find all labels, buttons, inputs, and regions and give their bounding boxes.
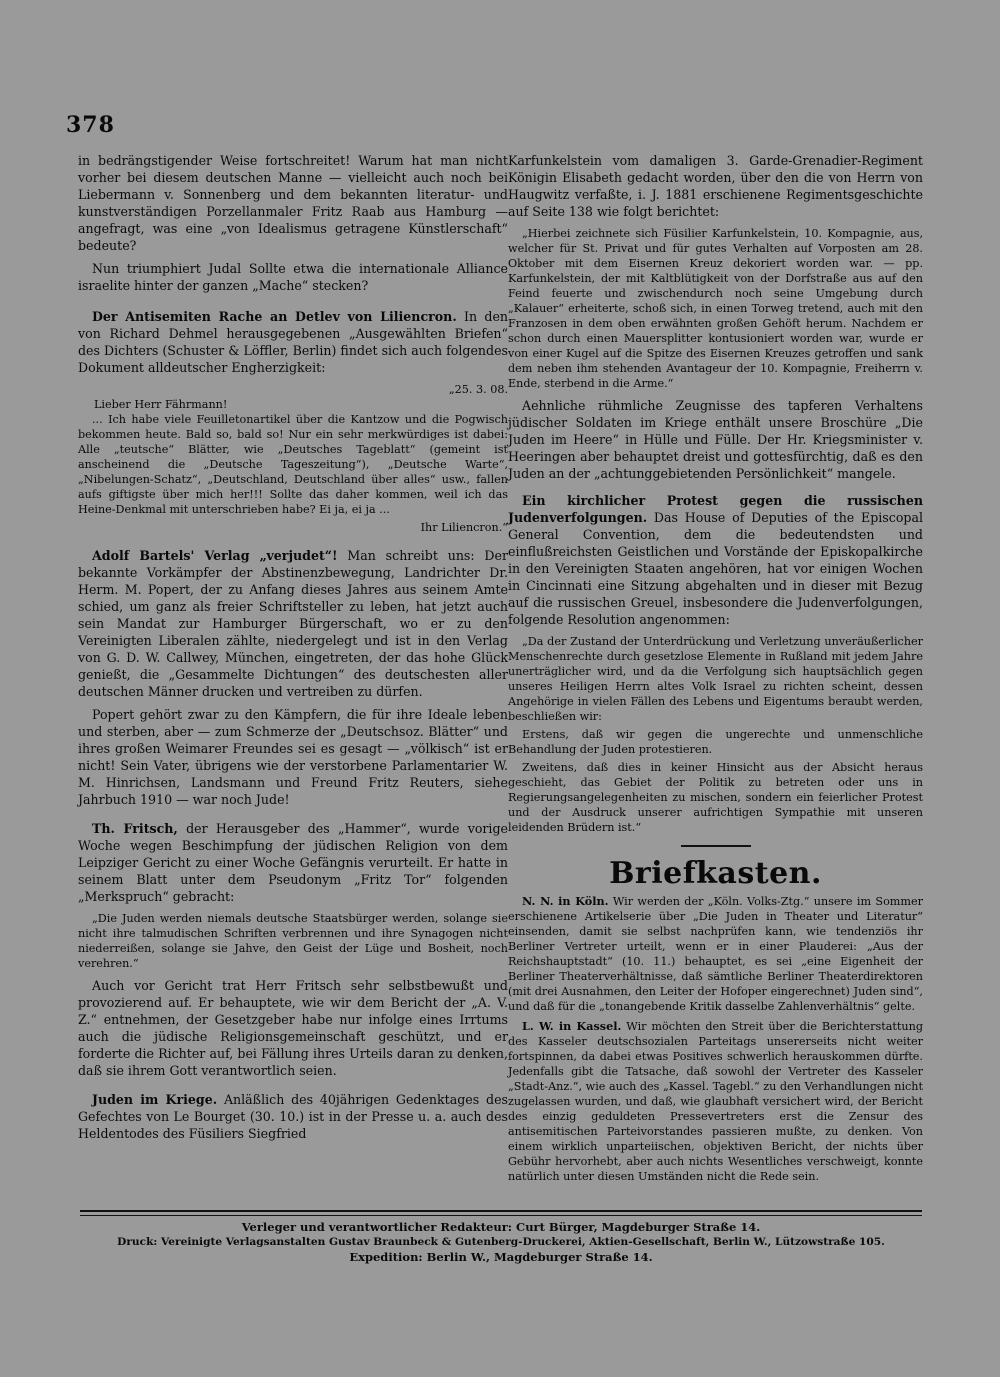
article-paragraph: Popert gehört zwar zu den Kämpfern, die für ihre Ideale leben und sterben, aber — zum Schmerze der „Deutschsoz. Blätter“ und ihres großen Weimarer Freundes sei es gesagt — „völkisch“ ist er nicht! Sein Vater, übrigens wie der verstorbene Parlamentarier W. M. Hinrichsen, Landsmann und Freund Fritz Reuters, siehe Jahrbuch 1910 — war noch Jude! <box>78 707 508 807</box>
left-column <box>78 152 508 1192</box>
article-text: In den von Richard Dehmel herausgegebenen „Ausgewählten Briefen“ des Dichters (Schuster & Löffler, Berlin) findet sich auch folgendes Dokument alldeutscher Engherzigkeit: <box>78 309 509 375</box>
quote-text: Erstens, daß wir gegen die ungerechte und unmenschliche Behandlung der Juden protestieren. <box>508 728 923 756</box>
imprint-publisher: Verleger und verantwortlicher Redakteur: Curt Bürger, Magdeburger Straße 14. <box>241 1220 761 1234</box>
letter-quote <box>78 382 508 535</box>
footer-rule <box>80 1210 922 1212</box>
resolution-quote <box>508 634 923 835</box>
imprint-expedition: Expedition: Berlin W., Magdeburger Straße 14. <box>349 1250 653 1264</box>
article-paragraph: Aehnliche rühmliche Zeugnisse des tapferen Verhaltens jüdischer Soldaten im Kriege enthält unsere Broschüre „Die Juden im Heere“ in Hülle und Fülle. Der Hr. Kriegsminister v. Heeringen aber behauptet dreist und gottesfürchtig, daß es den Juden an der „achtunggebietenden Persönlichkeit“ mangele. <box>508 398 923 481</box>
article-heading: Der Antisemiten Rache an Detlev von Liliencron. <box>92 309 457 324</box>
article-text: Anläßlich des 40jährigen Gedenktages des Gefechtes von Le Bourget (30. 10.) ist in der Presse u. a. auch des Heldentodes des Füsiliers Siegfried <box>78 1092 508 1141</box>
article-bartels <box>78 547 508 700</box>
imprint-printer: Druck: Vereinigte Verlagsanstalten Gustav Braunbeck & Gutenberg-Druckerei, Aktien-Gesellschaft, Berlin W., Lützowstraße 105. <box>117 1236 885 1248</box>
imprint-footer <box>80 1210 922 1265</box>
article-heading: Juden im Kriege. <box>92 1092 218 1107</box>
footer-rule <box>80 1215 922 1216</box>
article-continuation: Karfunkelstein vom damaligen 3. Garde-Grenadier-Regiment Königin Elisabeth gedacht worden, über den die von Herrn von Haugwitz verfaßte, i. J. 1881 erschienene Regimentsgeschichte auf Seite 138 wie folgt berichtet: <box>508 153 923 219</box>
briefkasten-entry <box>508 1019 923 1184</box>
article-heading: Adolf Bartels' Verlag „verjudet“! <box>92 548 338 563</box>
merkspruch-quote <box>78 911 508 971</box>
letter-signature: Ihr Liliencron.“ <box>420 521 508 534</box>
briefkasten-title: Briefkasten. <box>609 856 822 891</box>
quote-text: „Die Juden werden niemals deutsche Staatsbürger werden, solange sie nicht ihre talmudischen Schriften verbrennen und ihre Synagogen nicht niederreißen, solange sie Jahve, den Geist der Lüge und Bosheit, noch verehren.“ <box>78 912 508 970</box>
quote-text: Zweitens, daß dies in keiner Hinsicht aus der Absicht heraus geschieht, das Gebiet der Politik zu betreten oder uns in Regierungsangelegenheiten zu mischen, sondern ein feierlicher Protest und der Ausdruck unserer aufrichtigen Sympathie mit unseren leidenden Brüdern ist.“ <box>508 761 923 834</box>
entry-addressee: L. W. in Kassel. <box>522 1019 622 1033</box>
entry-addressee: N. N. in Köln. <box>522 894 609 908</box>
briefkasten-entries <box>508 894 923 1184</box>
article-text: Das House of Deputies of the Episcopal General Convention, dem die bedeutendsten und einflußreichsten Geistlichen und Vorstände der Episkopalkirche in den Vereinigten Staaten angehören, hat vor einigen Wochen in Cincinnati eine Sitzung abgehalten und in dieser mit Bezug auf die russischen Greuel, insbesondere die Judenverfolgungen, folgende Resolution angenommen: <box>508 510 923 627</box>
article-fritsch <box>78 820 508 905</box>
article-heading: Th. Fritsch, <box>92 821 178 836</box>
article-liliencron <box>78 308 508 376</box>
page-number: 378 <box>66 112 115 138</box>
article-heading: Ein kirchlicher Protest gegen die russischen Judenverfolgungen. <box>508 493 923 525</box>
letter-salutation: Lieber Herr Fährmann! <box>94 398 228 411</box>
right-column <box>508 152 923 1192</box>
article-continuation: in bedrängstigender Weise fortschreitet! Warum hat man nicht vorher bei diesem deutschen Manne — vielleicht auch noch bei Liebermann v. Sonnenberg und dem bekannten literatur- und kunstverständigen Porzellanmaler Fritz Raab aus Hamburg — angefragt, was eine „von Idealismus getragene Künstlerschaft“ bedeute? <box>78 153 508 253</box>
letter-date: „25. 3. 08. <box>448 383 508 396</box>
entry-text: Wir werden der „Köln. Volks-Ztg.“ unsere im Sommer erschienene Artikelserie über „Die Juden in Theater und Literatur“ einsenden, damit sie selbst nachprüfen kann, wie tendenziös ihr Berliner Vertreter urteilt, wenn er in einer Plauderei: „Aus der Reichshauptstadt“ (10. 11.) behauptet, es sei „eine Eigenheit der Berliner Theaterverhältnisse, daß sämtliche Berliner Theaterdirektoren (mit drei Ausnahmen, den Leiter der Hofoper eingerechnet) Juden sind“, und daß für die „tonangebende Kritik dasselbe Zahlenverhältnis“ gelte. <box>508 895 923 1013</box>
article-paragraph: Nun triumphiert Judal Sollte etwa die internationale Alliance israelite hinter der ganzen „Mache“ stecken? <box>78 261 508 293</box>
article-juden-im-kriege <box>78 1091 508 1142</box>
letter-body: ... Ich habe viele Feuilletonartikel über die Kantzow und die Pogwisch bekommen heute. Bald so, bald so! Nur ein sehr merkwürdiges ist dabei: Alle „teutsche“ Blätter, wie „Deutsches Tageblatt“ (gemeint ist anscheinend die „Deutsche Tageszeitung“), „Deutsche Warte“, „Nibelungen-Schatz“, „Deutschland, Deutschland über alles“ usw., fallen aufs giftigste über mich her!!! Sollte das daher kommen, weil ich das Heine-Denkmal mit unterschrieben habe? Ei ja, ei ja ... <box>78 413 508 516</box>
section-divider <box>681 845 751 847</box>
article-paragraph: Auch vor Gericht trat Herr Fritsch sehr selbstbewußt und provozierend auf. Er behauptete, wie wir dem Bericht der „A. V. Z.“ entnehmen, der Gesetzgeber habe nur infolge eines Irrtums auch die jüdische Religionsgemeinschaft geschützt, und er forderte die Richter auf, bei Fällung ihres Urteils daran zu denken, daß sie ihrem Gott verantwortlich seien. <box>78 978 508 1078</box>
article-text: Man schreibt uns: Der bekannte Vorkämpfer der Abstinenzbewegung, Landrichter Dr. Herm. M. Popert, der zu Anfang dieses Jahres aus seinem Amte schied, um ganz als freier Schriftsteller zu leben, hat jetzt auch sein Mandat zur Hamburger Bürgerschaft, wo er zu den Vereinigten Liberalen zählte, niedergelegt und ist in den Verlag von G. D. W. Callwey, München, eingetreten, der das hohe Glück genießt, die „Gesammelte Dichtungen“ des deutschesten aller deutschen Männer drucken und vertreiben zu dürfen. <box>78 548 508 699</box>
article-text: der Herausgeber des „Hammer“, wurde vorige Woche wegen Beschimpfung der jüdischen Religion von dem Leipziger Gericht zu einer Woche Gefängnis verurteilt. Er hatte in seinem Blatt unter dem Pseudonym „Fritz Tor“ folgenden „Merkspruch“ gebracht: <box>78 821 508 904</box>
quote-text: „Da der Zustand der Unterdrückung und Verletzung unveräußerlicher Menschenrechte durch gesetzlose Elemente in Rußland mit jedem Jahre unerträglicher wird, und da die Verfolgung sich hauptsächlich gegen unseres Heiligen Herrn altes Volk Israel zu richten scheint, dessen Angehörige in vielen Fällen des Lebens und Eigentums beraubt werden, beschließen wir: <box>508 635 923 723</box>
regiment-quote <box>508 226 923 391</box>
entry-text: Wir möchten den Streit über die Berichterstattung des Kasseler deutschsozialen Parteitags unsererseits nicht weiter fortspinnen, da dabei etwas Positives schwerlich herauskommen dürfte. Jedenfalls gibt die Tatsache, daß sowohl der Vertreter des Kasseler „Stadt-Anz.“, wie auch des „Kassel. Tagebl.“ zu den Verhandlungen nicht zugelassen wurden, und daß, wie glaubhaft versichert wird, der Bericht des einzig geduldeten Pressevertreters erst die Zensur des antisemitischen Parteivorstandes passieren mußte, zu denken. Von einem wirklich unparteiischen, objektiven Bericht, der nichts über Gebühr hervorhebt, aber auch nichts Wesentliches verschweigt, konnte natürlich unter diesen Umständen nicht die Rede sein. <box>508 1020 923 1183</box>
article-protest <box>508 492 923 628</box>
briefkasten-entry <box>508 894 923 1014</box>
quote-text: „Hierbei zeichnete sich Füsilier Karfunkelstein, 10. Kompagnie, aus, welcher für St. Privat und für gutes Verhalten auf Vorposten am 28. Oktober mit dem Eisernen Kreuz dekoriert worden war. — pp. Karfunkelstein, der mit Kaltblütigkeit von der Dorfstraße aus auf den Feind feuerte und zwischendurch noch seine Umgebung durch „Kalauer“ erheiterte, schoß sich, in einen Torweg tretend, auch mit den Franzosen in dem oben erwähnten großen Gehöft herum. Nachdem er schon durch einen Mauersplitter kontusioniert worden war, wurde er von einer Kugel auf die Spitze des Eisernen Kreuzes getroffen und sank dem neben ihm stehenden Avantageur der 10. Kompagnie, Freiherrn v. Ende, sterbend in die Arme.“ <box>508 227 923 390</box>
